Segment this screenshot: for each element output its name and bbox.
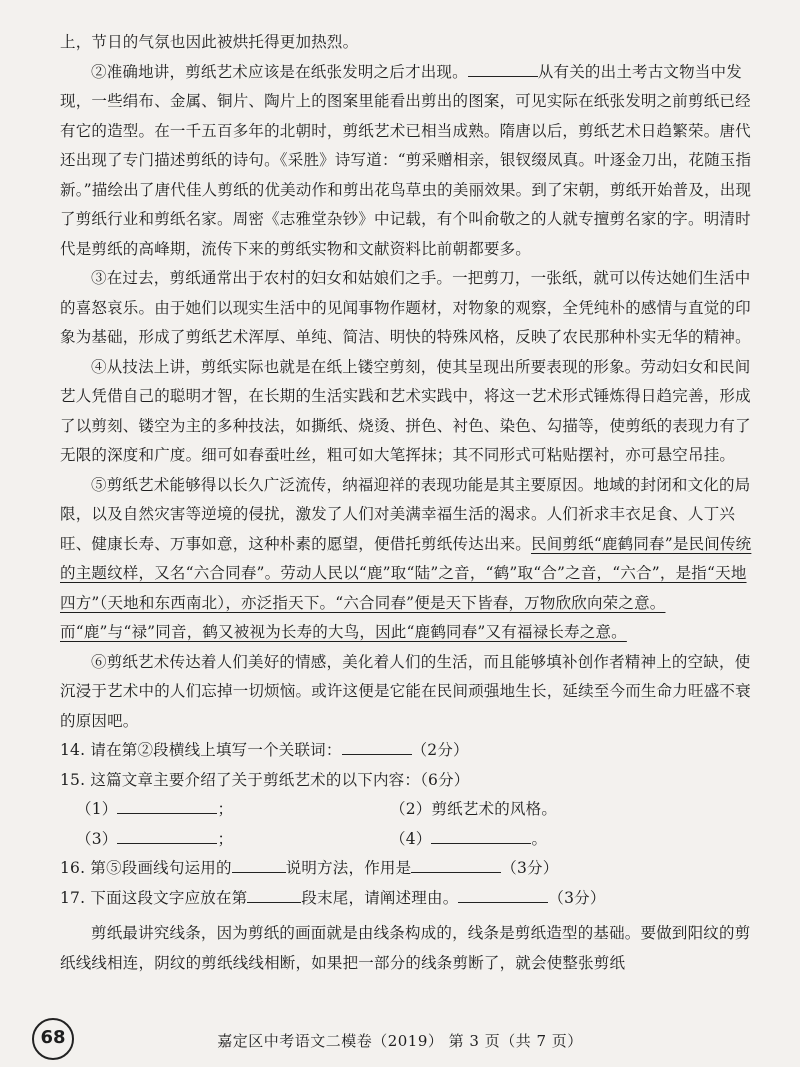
q17-blank-paragraph[interactable] <box>247 884 301 903</box>
q14-answer-blank[interactable] <box>468 58 538 77</box>
question-14: 14. 请在第②段横线上填写一个关联词： （2分） <box>60 736 760 766</box>
page-footer: 嘉定区中考语文二模卷（2019） 第 3 页（共 7 页） <box>217 1032 583 1050</box>
q15-blank-3[interactable] <box>117 825 217 844</box>
paragraph-5: ⑤剪纸艺术能够得以长久广泛流传，纳福迎祥的表现功能是其主要原因。地域的封闭和文化的局限，以及自然灾害等逆境的侵扰，激发了人们对美满幸福生活的渴求。人们祈求丰衣足食、人丁兴旺、健康长寿、万事如意，这种朴素的愿望，便借托剪纸传达出来。民间剪纸“鹿鹤同春”是民间传统的主题纹样，又名“六合同春”。劳动人民以“鹿”取“陆”之音，“鹤”取“合”之音，“六合”，是指“天地四方”（天地和东西南北），亦泛指天下。“六合同春”便是天下皆春，万物欣欣向荣之意。而“鹿”与“禄”同音，鹤又被视为长寿的大鸟，因此“鹿鹤同春”又有福禄长寿之意。 <box>60 475 752 641</box>
q15-row-2: （3） ； （4） 。 <box>60 825 760 855</box>
page-number-badge: 68 <box>32 1018 74 1060</box>
underlined-sentence: 民间剪纸“鹿鹤同春”是民间传统的主题纹样，又名“六合同春”。劳动人民以“鹿”取“陆”之音，“鹤”取“合”之音，“六合”，是指“天地四方”（天地和东西南北），亦泛指天下。“六合同春”便是天下皆春，万物欣欣向荣之意。而“鹿”与“禄”同音，鹤又被视为长寿的大鸟，因此“鹿鹤同春”又有福禄长寿之意。 <box>60 534 752 641</box>
q16-blank-effect[interactable] <box>411 854 501 873</box>
paragraph-3: ③在过去，剪纸通常出于农村的妇女和姑娘们之手。一把剪刀，一张纸，就可以传达她们生活中的喜怒哀乐。由于她们以现实生活中的见闻事物作题材，对物象的观察，全凭纯朴的感情与直觉的印象为基础，形成了剪纸艺术浑厚、单纯、简洁、明快的特殊风格，反映了农民那种朴实无华的精神。 <box>60 269 751 346</box>
q15-blank-1[interactable] <box>117 795 217 814</box>
q17-blank-reason[interactable] <box>458 884 548 903</box>
paragraph-4: ④从技法上讲，剪纸实际也就是在纸上镂空剪刻，使其呈现出所要表现的形象。劳动妇女和民间艺人凭借自己的聪明才智，在长期的生活实践和艺术实践中，将这一艺术形式锤炼得日趋完善，形成了以剪刻、镂空为主的多种技法，如撕纸、烧烫、拼色、衬色、染色、勾描等，使剪纸的表现力有了无限的深度和广度。细可如春蚕吐丝，粗可如大笔挥抹；其不同形式可粘贴摆衬，亦可悬空吊挂。 <box>60 357 751 464</box>
question-16: 16. 第⑤段画线句运用的 说明方法，作用是 （3分） <box>60 854 760 884</box>
question-17: 17. 下面这段文字应放在第 段末尾，请阐述理由。 （3分） <box>60 884 760 914</box>
q16-blank-method[interactable] <box>232 854 286 873</box>
document-body <box>60 28 760 978</box>
q15-row-1: （1） ； （2）剪纸艺术的风格。 <box>60 795 760 825</box>
extra-passage: 剪纸最讲究线条，因为剪纸的画面就是由线条构成的，线条是剪纸造型的基础。要做到阳纹的剪纸线线相连，阴纹的剪纸线线相断，如果把一部分的线条剪断了，就会使整张剪纸 <box>60 924 751 972</box>
q14-blank[interactable] <box>342 736 412 755</box>
paragraph-6: ⑥剪纸艺术传达着人们美好的情感，美化着人们的生活，而且能够填补创作者精神上的空缺，使沉浸于艺术中的人们忘掉一切烦恼。或许这便是它能在民间顽强地生长，延续至今而生命力旺盛不衰的原因吧。 <box>60 652 751 730</box>
q15-blank-4[interactable] <box>431 825 531 844</box>
paragraph-0: 上，节日的气氛也因此被烘托得更加热烈。 <box>60 33 359 51</box>
paragraph-2: ②准确地讲，剪纸艺术应该是在纸张发明之后才出现。 从有关的出土考古文物当中发现，一些绢布、金属、铜片、陶片上的图案里能看出剪出的图案，可见实际在纸张发明之前剪纸已经有它的造型。在一千五百多年的北朝时，剪纸艺术已相当成熟。隋唐以后，剪纸艺术日趋繁荣。唐代还出现了专门描述剪纸的诗句。《采胜》诗写道：“剪采赠相亲，银钗缀凤真。叶逐金刀出，花随玉指新。”描绘出了唐代佳人剪纸的优美动作和剪出花鸟草虫的美丽效果。到了宋朝，剪纸开始普及，出现了剪纸行业和剪纸名家。周密《志雅堂杂钞》中记载，有个叫俞敬之的人就专擅剪名家的字。明清时代是剪纸的高峰期，流传下来的剪纸实物和文献资料比前朝都要多。 <box>60 58 760 265</box>
question-15: 15. 这篇文章主要介绍了关于剪纸艺术的以下内容：（6分） <box>60 770 470 789</box>
